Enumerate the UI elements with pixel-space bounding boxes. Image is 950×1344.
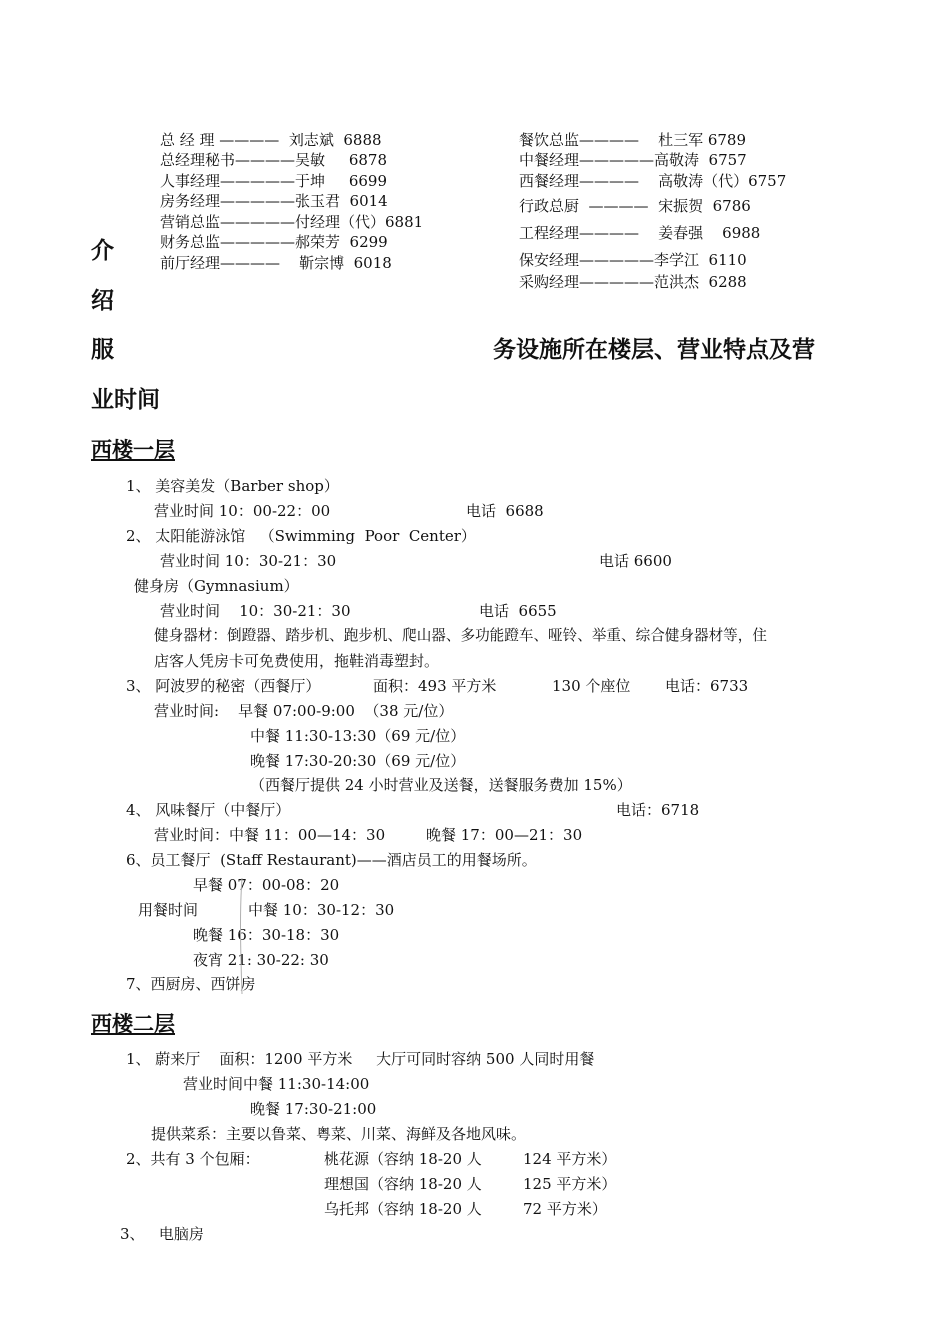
w1-line-15: 营业时间: 早餐 07:00-9:00 （38 元/位） [154, 702, 454, 720]
contact-left-1: 总经理秘书————吴敏 6878 [160, 151, 388, 169]
w1-line-11: 3、 阿波罗的秘密（西餐厅） [126, 677, 321, 695]
w1-line-5: 电话 6600 [599, 552, 672, 570]
section-title-west1: 西楼一层 [91, 438, 175, 462]
w1-line-1: 营业时间 10：00-22：00 [154, 502, 331, 520]
contact-right-5: 保安经理—————李学江 6110 [519, 251, 747, 269]
w1-line-29: 7、西厨房、西饼房 [126, 975, 256, 993]
meal-brace-line [232, 876, 252, 996]
contact-right-4: 工程经理———— 姜春强 6988 [519, 224, 761, 242]
w1-line-22: 晚餐 17：00—21：30 [426, 826, 583, 844]
w1-line-26: 中餐 10：30-12：30 [248, 901, 395, 919]
w2-line-1: 营业时间中餐 11:30-14:00 [183, 1075, 370, 1093]
heading-char-2: 绍 [91, 288, 114, 314]
w1-line-13: 130 个座位 [552, 677, 631, 695]
w1-line-12: 面积：493 平方米 [373, 677, 497, 695]
w1-line-8: 电话 6655 [479, 602, 557, 620]
heading-char-1: 介 [91, 238, 114, 264]
w1-line-23: 6、员工餐厅 (Staff Restaurant)——酒店员工的用餐场所。 [126, 851, 537, 869]
w1-line-2: 电话 6688 [466, 502, 544, 520]
contact-right-1: 中餐经理—————高敬涛 6757 [519, 151, 747, 169]
contact-right-3: 行政总厨 ———— 宋振贺 6786 [519, 197, 751, 215]
contact-left-2: 人事经理—————于坤 6699 [160, 172, 388, 190]
heading-char-3: 服 [91, 337, 114, 363]
w1-line-9: 健身器材：倒蹬器、踏步机、跑步机、爬山器、多功能蹬车、哑铃、举重、综合健身器材等，住 [154, 627, 767, 644]
contact-left-4: 营销总监—————付经理（代）6881 [160, 213, 424, 231]
w1-line-14: 电话：6733 [665, 677, 749, 695]
w1-line-10: 店客人凭房卡可免费使用，拖鞋消毒塑封。 [154, 652, 440, 670]
w2-line-11: 3、 电脑房 [120, 1225, 204, 1243]
w1-line-18: （西餐厅提供 24 小时营业及送餐，送餐服务费加 15%） [250, 776, 632, 794]
w1-line-0: 1、 美容美发（Barber shop） [126, 477, 339, 495]
w1-line-4: 营业时间 10：30-21：30 [160, 552, 337, 570]
w1-line-21: 营业时间：中餐 11：00—14：30 [154, 826, 386, 844]
heading-last: 业时间 [91, 387, 160, 413]
contact-left-6: 前厅经理———— 靳宗博 6018 [160, 254, 392, 272]
w2-line-3: 提供菜系：主要以鲁菜、粤菜、川菜、海鲜及各地风味。 [151, 1125, 527, 1143]
w1-line-20: 电话：6718 [616, 801, 700, 819]
w1-line-6: 健身房（Gymnasium） [134, 577, 299, 595]
w2-line-7: 理想国（容纳 18-20 人 [324, 1175, 482, 1193]
w1-line-16: 中餐 11:30-13:30（69 元/位） [250, 727, 466, 745]
w1-line-28: 夜宵 21: 30-22: 30 [193, 951, 329, 969]
w2-line-8: 125 平方米） [523, 1175, 617, 1193]
w1-line-25: 用餐时间 [138, 901, 199, 919]
w2-line-10: 72 平方米） [523, 1200, 607, 1218]
contact-left-3: 房务经理—————张玉君 6014 [160, 192, 388, 210]
section-title-west2: 西楼二层 [91, 1012, 175, 1036]
w1-line-19: 4、 风味餐厅（中餐厅） [126, 801, 291, 819]
w1-line-17: 晚餐 17:30-20:30（69 元/位） [250, 752, 466, 770]
w1-line-27: 晚餐 16：30-18：30 [193, 926, 340, 944]
w2-line-5: 桃花源（容纳 18-20 人 [324, 1150, 482, 1168]
w1-line-24: 早餐 07：00-08：20 [193, 876, 340, 894]
w1-line-3: 2、 太阳能游泳馆 （Swimming Poor Center） [126, 527, 476, 545]
w2-line-9: 乌托邦（容纳 18-20 人 [324, 1200, 482, 1218]
w2-line-6: 124 平方米） [523, 1150, 617, 1168]
contact-right-2: 西餐经理———— 高敬涛（代）6757 [519, 172, 787, 190]
w1-line-7: 营业时间 10：30-21：30 [160, 602, 351, 620]
contact-left-0: 总 经 理 ———— 刘志斌 6888 [160, 131, 382, 149]
contact-left-5: 财务总监—————郝荣芳 6299 [160, 233, 388, 251]
w2-line-2: 晚餐 17:30-21:00 [250, 1100, 377, 1118]
w2-line-4: 2、共有 3 个包厢： [126, 1150, 260, 1168]
w2-line-0: 1、 蔚来厅 面积：1200 平方米 大厅可同时容纳 500 人同时用餐 [126, 1050, 595, 1068]
heading-rest: 务设施所在楼层、营业特点及营 [493, 337, 815, 363]
contact-right-6: 采购经理—————范洪杰 6288 [519, 273, 747, 291]
contact-right-0: 餐饮总监———— 杜三军 6789 [519, 131, 747, 149]
